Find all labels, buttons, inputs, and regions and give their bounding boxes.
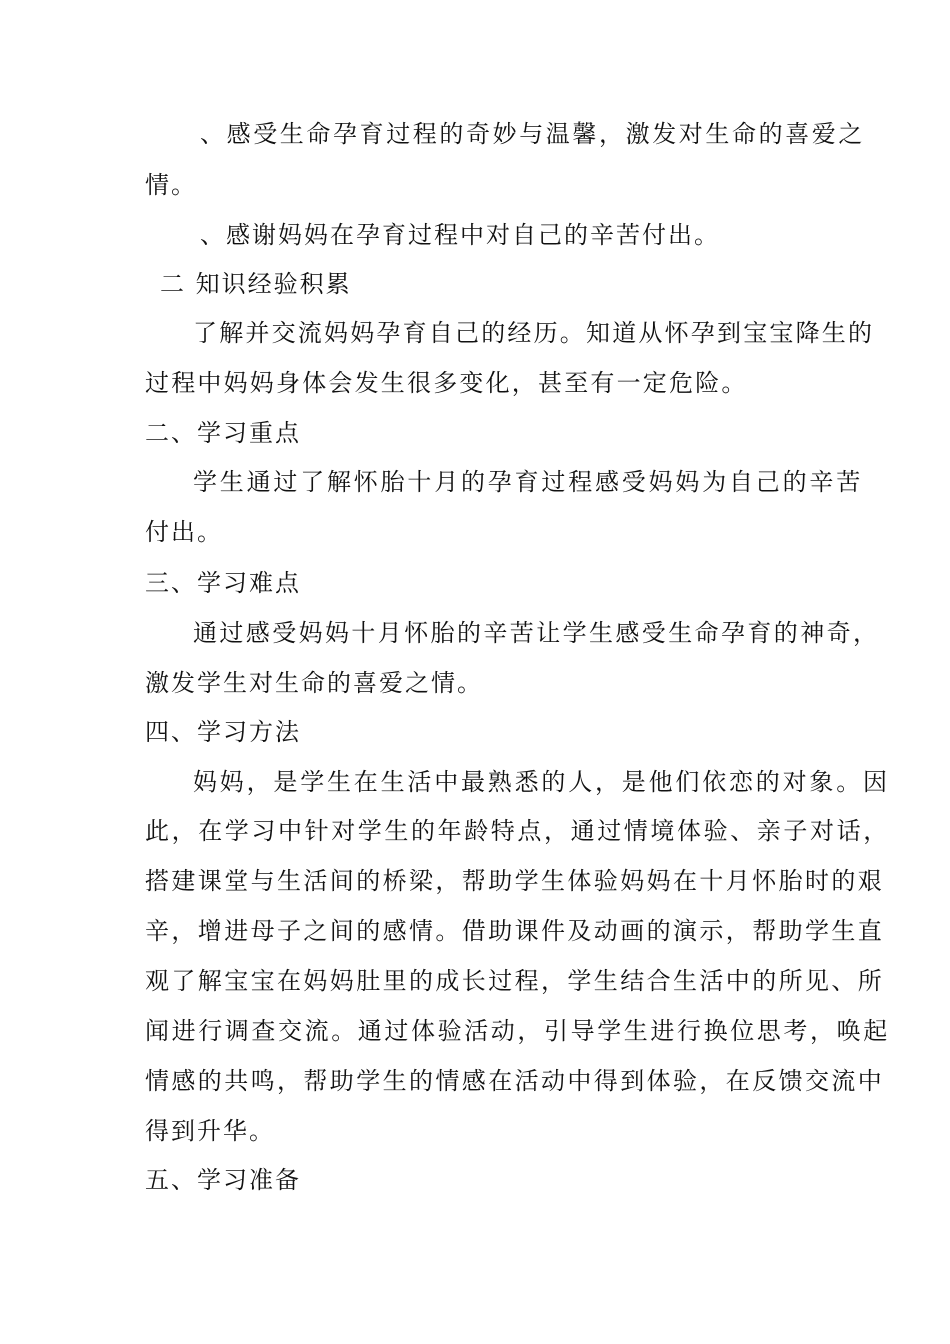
- section-heading-preparation: 五、学习准备: [145, 1166, 301, 1194]
- section-heading-key-points: 二、学习重点: [145, 419, 301, 447]
- goal-item-feel-life-cont: 情。: [145, 171, 197, 199]
- paragraph-knowledge: 了解并交流妈妈孕育自己的经历。知道从怀孕到宝宝降生的: [193, 319, 875, 347]
- goal-item-thank-mother: 、感谢妈妈在孕育过程中对自己的辛苦付出。: [200, 221, 720, 249]
- paragraph-key-points: 学生通过了解怀胎十月的孕育过程感受妈妈为自己的辛苦: [193, 468, 863, 496]
- paragraph-methods-line-2: 此，在学习中针对学生的年龄特点，通过情境体验、亲子对话，: [145, 817, 890, 845]
- section-heading-difficulties: 三、学习难点: [145, 569, 301, 597]
- paragraph-methods-line-5: 观了解宝宝在妈妈肚里的成长过程，学生结合生活中的所见、所: [145, 967, 885, 995]
- paragraph-methods-line-3: 搭建课堂与生活间的桥梁，帮助学生体验妈妈在十月怀胎时的艰: [145, 867, 885, 895]
- paragraph-difficulties: 通过感受妈妈十月怀胎的辛苦让学生感受生命孕育的神奇，: [193, 619, 880, 647]
- paragraph-methods: 妈妈，是学生在生活中最熟悉的人，是他们依恋的对象。因: [193, 768, 890, 796]
- paragraph-methods-line-8: 得到升华。: [145, 1117, 275, 1145]
- paragraph-methods-line-7: 情感的共鸣，帮助学生的情感在活动中得到体验，在反馈交流中: [145, 1067, 885, 1095]
- section-heading-methods: 四、学习方法: [145, 718, 301, 746]
- paragraph-key-points-cont: 付出。: [145, 518, 223, 546]
- paragraph-knowledge-cont: 过程中妈妈身体会发生很多变化，甚至有一定危险。: [145, 369, 748, 397]
- paragraph-methods-line-4: 辛，增进母子之间的感情。借助课件及动画的演示，帮助学生直: [145, 917, 885, 945]
- section-heading-knowledge: 二 知识经验积累: [160, 270, 352, 298]
- paragraph-methods-line-6: 闻进行调查交流。通过体验活动，引导学生进行换位思考，唤起: [145, 1017, 890, 1045]
- paragraph-difficulties-cont: 激发学生对生命的喜爱之情。: [145, 669, 483, 697]
- goal-item-feel-life: 、感受生命孕育过程的奇妙与温馨，激发对生命的喜爱之: [200, 120, 865, 148]
